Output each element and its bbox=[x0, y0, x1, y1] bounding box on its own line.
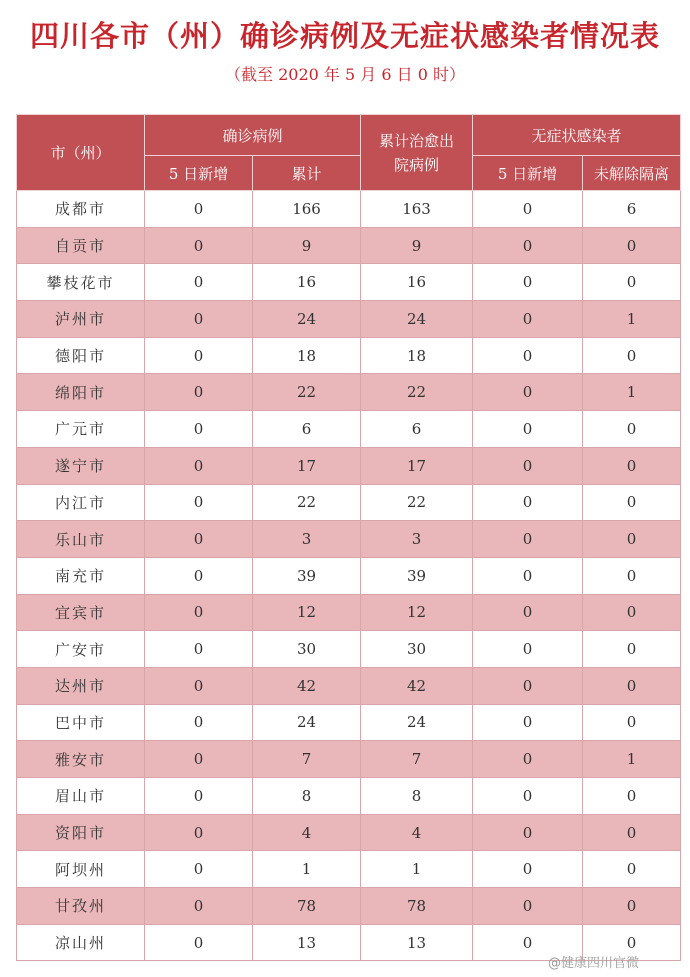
cell-asym-new: 0 bbox=[473, 301, 583, 338]
table-row bbox=[17, 851, 681, 888]
table-row bbox=[17, 484, 681, 521]
cell-asym-unreleased: 0 bbox=[583, 227, 681, 264]
table-row bbox=[17, 557, 681, 594]
cell-city: 南充市 bbox=[17, 557, 145, 594]
cell-asym-unreleased: 0 bbox=[583, 778, 681, 815]
cell-asym-unreleased: 0 bbox=[583, 814, 681, 851]
cell-asym-new: 0 bbox=[473, 337, 583, 374]
cell-cured: 24 bbox=[361, 301, 473, 338]
cell-confirmed-new: 0 bbox=[145, 557, 253, 594]
cell-asym-unreleased: 0 bbox=[583, 704, 681, 741]
cell-city: 自贡市 bbox=[17, 227, 145, 264]
cell-confirmed-new: 0 bbox=[145, 374, 253, 411]
cell-confirmed-new: 0 bbox=[145, 778, 253, 815]
cell-asym-new: 0 bbox=[473, 447, 583, 484]
header-asymptomatic-group: 无症状感染者 bbox=[473, 115, 681, 156]
table-row bbox=[17, 521, 681, 558]
header-asym-new: 5 日新增 bbox=[473, 156, 583, 191]
cell-city: 乐山市 bbox=[17, 521, 145, 558]
cell-cured: 16 bbox=[361, 264, 473, 301]
cell-asym-new: 0 bbox=[473, 557, 583, 594]
cell-asym-unreleased: 1 bbox=[583, 741, 681, 778]
cell-confirmed-total: 13 bbox=[253, 924, 361, 961]
header-city: 市（州） bbox=[17, 115, 145, 191]
cell-confirmed-new: 0 bbox=[145, 667, 253, 704]
table-row bbox=[17, 888, 681, 925]
cell-asym-unreleased: 0 bbox=[583, 264, 681, 301]
cell-asym-unreleased: 0 bbox=[583, 484, 681, 521]
cell-cured: 13 bbox=[361, 924, 473, 961]
cell-confirmed-new: 0 bbox=[145, 227, 253, 264]
table-row bbox=[17, 594, 681, 631]
cell-confirmed-total: 9 bbox=[253, 227, 361, 264]
table-row bbox=[17, 227, 681, 264]
cell-cured: 9 bbox=[361, 227, 473, 264]
cell-confirmed-new: 0 bbox=[145, 484, 253, 521]
cell-confirmed-new: 0 bbox=[145, 888, 253, 925]
cell-confirmed-new: 0 bbox=[145, 447, 253, 484]
header-confirmed-total: 累计 bbox=[253, 156, 361, 191]
header-asym-unreleased: 未解除隔离 bbox=[583, 156, 681, 191]
cell-confirmed-new: 0 bbox=[145, 851, 253, 888]
cell-asym-new: 0 bbox=[473, 411, 583, 448]
cell-asym-unreleased: 6 bbox=[583, 191, 681, 228]
table-row bbox=[17, 447, 681, 484]
cell-asym-new: 0 bbox=[473, 667, 583, 704]
cell-confirmed-total: 16 bbox=[253, 264, 361, 301]
cell-cured: 22 bbox=[361, 484, 473, 521]
cell-confirmed-total: 22 bbox=[253, 374, 361, 411]
cell-city: 达州市 bbox=[17, 667, 145, 704]
cell-confirmed-total: 22 bbox=[253, 484, 361, 521]
cell-cured: 12 bbox=[361, 594, 473, 631]
cell-cured: 18 bbox=[361, 337, 473, 374]
cell-confirmed-total: 18 bbox=[253, 337, 361, 374]
cell-confirmed-new: 0 bbox=[145, 741, 253, 778]
cell-asym-new: 0 bbox=[473, 484, 583, 521]
cell-cured: 3 bbox=[361, 521, 473, 558]
cell-cured: 6 bbox=[361, 411, 473, 448]
cell-cured: 1 bbox=[361, 851, 473, 888]
cell-asym-new: 0 bbox=[473, 704, 583, 741]
cell-asym-unreleased: 0 bbox=[583, 521, 681, 558]
cell-city: 内江市 bbox=[17, 484, 145, 521]
cell-confirmed-new: 0 bbox=[145, 337, 253, 374]
cell-confirmed-total: 12 bbox=[253, 594, 361, 631]
cell-asym-new: 0 bbox=[473, 521, 583, 558]
cell-confirmed-total: 24 bbox=[253, 301, 361, 338]
header-confirmed-group: 确诊病例 bbox=[145, 115, 361, 156]
cell-asym-unreleased: 0 bbox=[583, 631, 681, 668]
cell-cured: 7 bbox=[361, 741, 473, 778]
cell-city: 广安市 bbox=[17, 631, 145, 668]
header-confirmed-new: 5 日新增 bbox=[145, 156, 253, 191]
cell-asym-new: 0 bbox=[473, 924, 583, 961]
cell-confirmed-new: 0 bbox=[145, 191, 253, 228]
cell-confirmed-new: 0 bbox=[145, 301, 253, 338]
table-row bbox=[17, 631, 681, 668]
page-subtitle: （截至 2020 年 5 月 6 日 0 时） bbox=[225, 65, 465, 84]
cell-confirmed-total: 30 bbox=[253, 631, 361, 668]
cell-asym-unreleased: 0 bbox=[583, 594, 681, 631]
table-header bbox=[17, 115, 681, 191]
cell-asym-unreleased: 0 bbox=[583, 888, 681, 925]
cell-asym-unreleased: 0 bbox=[583, 667, 681, 704]
cell-confirmed-total: 6 bbox=[253, 411, 361, 448]
cell-city: 眉山市 bbox=[17, 778, 145, 815]
cell-city: 遂宁市 bbox=[17, 447, 145, 484]
cell-cured: 39 bbox=[361, 557, 473, 594]
cell-cured: 30 bbox=[361, 631, 473, 668]
cell-cured: 17 bbox=[361, 447, 473, 484]
cell-cured: 24 bbox=[361, 704, 473, 741]
cell-confirmed-total: 17 bbox=[253, 447, 361, 484]
table-row bbox=[17, 667, 681, 704]
cell-city: 绵阳市 bbox=[17, 374, 145, 411]
cell-cured: 22 bbox=[361, 374, 473, 411]
table-row bbox=[17, 411, 681, 448]
table-row bbox=[17, 337, 681, 374]
table-row bbox=[17, 814, 681, 851]
cell-asym-new: 0 bbox=[473, 888, 583, 925]
cell-asym-unreleased: 0 bbox=[583, 337, 681, 374]
cell-confirmed-total: 166 bbox=[253, 191, 361, 228]
cell-asym-unreleased: 1 bbox=[583, 374, 681, 411]
cell-asym-new: 0 bbox=[473, 778, 583, 815]
cell-asym-new: 0 bbox=[473, 814, 583, 851]
cell-confirmed-new: 0 bbox=[145, 411, 253, 448]
cell-asym-new: 0 bbox=[473, 594, 583, 631]
table-row bbox=[17, 374, 681, 411]
cell-asym-new: 0 bbox=[473, 227, 583, 264]
cell-city: 广元市 bbox=[17, 411, 145, 448]
cell-confirmed-new: 0 bbox=[145, 264, 253, 301]
cell-asym-new: 0 bbox=[473, 374, 583, 411]
cell-asym-unreleased: 0 bbox=[583, 557, 681, 594]
cell-cured: 163 bbox=[361, 191, 473, 228]
cell-city: 资阳市 bbox=[17, 814, 145, 851]
cell-asym-new: 0 bbox=[473, 191, 583, 228]
table-row bbox=[17, 778, 681, 815]
cell-confirmed-total: 24 bbox=[253, 704, 361, 741]
cell-asym-new: 0 bbox=[473, 741, 583, 778]
cases-table bbox=[16, 114, 681, 961]
watermark: @健康四川官微 bbox=[548, 956, 640, 971]
cell-city: 攀枝花市 bbox=[17, 264, 145, 301]
cell-cured: 78 bbox=[361, 888, 473, 925]
table-row bbox=[17, 741, 681, 778]
cell-confirmed-new: 0 bbox=[145, 521, 253, 558]
cell-city: 雅安市 bbox=[17, 741, 145, 778]
table-row bbox=[17, 264, 681, 301]
cell-city: 阿坝州 bbox=[17, 851, 145, 888]
cell-confirmed-total: 4 bbox=[253, 814, 361, 851]
cell-confirmed-total: 7 bbox=[253, 741, 361, 778]
cell-confirmed-new: 0 bbox=[145, 631, 253, 668]
cell-asym-unreleased: 1 bbox=[583, 301, 681, 338]
cell-city: 成都市 bbox=[17, 191, 145, 228]
table-row bbox=[17, 301, 681, 338]
cell-confirmed-new: 0 bbox=[145, 924, 253, 961]
cell-confirmed-new: 0 bbox=[145, 594, 253, 631]
cell-city: 宜宾市 bbox=[17, 594, 145, 631]
table-row bbox=[17, 704, 681, 741]
cell-confirmed-total: 39 bbox=[253, 557, 361, 594]
cell-confirmed-total: 1 bbox=[253, 851, 361, 888]
cell-confirmed-total: 3 bbox=[253, 521, 361, 558]
cell-confirmed-total: 78 bbox=[253, 888, 361, 925]
cell-city: 凉山州 bbox=[17, 924, 145, 961]
header-cured: 累计治愈出院病例 bbox=[361, 115, 473, 191]
cell-asym-new: 0 bbox=[473, 264, 583, 301]
table-body bbox=[17, 191, 681, 961]
cell-city: 甘孜州 bbox=[17, 888, 145, 925]
cell-confirmed-total: 42 bbox=[253, 667, 361, 704]
cell-asym-unreleased: 0 bbox=[583, 447, 681, 484]
cell-asym-new: 0 bbox=[473, 631, 583, 668]
cell-asym-unreleased: 0 bbox=[583, 924, 681, 961]
cell-asym-unreleased: 0 bbox=[583, 851, 681, 888]
cell-confirmed-new: 0 bbox=[145, 704, 253, 741]
cell-confirmed-total: 8 bbox=[253, 778, 361, 815]
cell-asym-new: 0 bbox=[473, 851, 583, 888]
cell-city: 巴中市 bbox=[17, 704, 145, 741]
cell-cured: 4 bbox=[361, 814, 473, 851]
cell-cured: 42 bbox=[361, 667, 473, 704]
cell-asym-unreleased: 0 bbox=[583, 411, 681, 448]
page-title: 四川各市（州）确诊病例及无症状感染者情况表 bbox=[29, 19, 660, 53]
cell-city: 德阳市 bbox=[17, 337, 145, 374]
cell-city: 泸州市 bbox=[17, 301, 145, 338]
cell-confirmed-new: 0 bbox=[145, 814, 253, 851]
cell-cured: 8 bbox=[361, 778, 473, 815]
table-row bbox=[17, 191, 681, 228]
